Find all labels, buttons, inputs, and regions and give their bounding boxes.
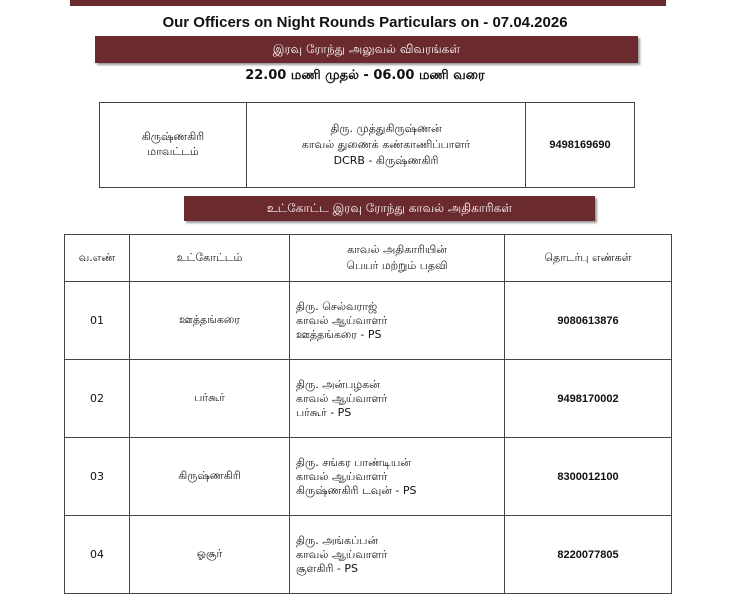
- row-officer: [290, 282, 505, 360]
- row-no: 04: [65, 516, 130, 594]
- row-phone: 8220077805: [505, 516, 672, 594]
- officer-unit: DCRB - கிருஷ்ணகிரி: [333, 154, 439, 167]
- district-cell: [100, 103, 247, 188]
- night-rounds-banner: இரவு ரோந்து அலுவல் விவரங்கள்: [95, 36, 638, 63]
- table-header-row: [65, 235, 672, 282]
- officer-name: திரு. முத்துகிருஷ்ணன்: [330, 122, 442, 135]
- row-officer-designation: காவல் ஆய்வாளர்: [296, 547, 388, 561]
- officer-phone: 9498169690: [526, 103, 635, 188]
- row-subdivision: ஊத்தங்கரை: [130, 282, 290, 360]
- district-label: மாவட்டம்: [147, 145, 199, 158]
- table-row: [65, 516, 672, 594]
- table-row: [65, 360, 672, 438]
- row-no: 03: [65, 438, 130, 516]
- row-officer-station: ஊத்தங்கரை - PS: [296, 327, 382, 341]
- subdivision-banner: உட்கோட்ட இரவு ரோந்து காவல் அதிகாரிகள்: [184, 196, 595, 221]
- row-phone: 8300012100: [505, 438, 672, 516]
- col-header-no: வ.எண்: [65, 235, 130, 282]
- row-officer-station: கிருஷ்ணகிரி டவுன் - PS: [296, 483, 417, 497]
- row-officer-designation: காவல் ஆய்வாளர்: [296, 469, 388, 483]
- row-officer: [290, 438, 505, 516]
- row-no: 01: [65, 282, 130, 360]
- officer-cell: [247, 103, 526, 188]
- col-header-subdivision: உட்கோட்டம்: [130, 235, 290, 282]
- subdivision-table: [64, 234, 672, 594]
- row-officer-name: திரு. சங்கர பாண்டியன்: [296, 455, 411, 469]
- district-officer-table: [99, 102, 635, 188]
- row-officer-designation: காவல் ஆய்வாளர்: [296, 313, 388, 327]
- row-officer-station: சூளகிரி - PS: [296, 561, 358, 575]
- table-row: [65, 282, 672, 360]
- row-subdivision: கிருஷ்ணகிரி: [130, 438, 290, 516]
- officer-designation: காவல் துணைக் கண்காணிப்பாளர்: [301, 138, 471, 151]
- row-subdivision: பர்கூர்: [130, 360, 290, 438]
- col-header-officer-line2: பெயர் மற்றும் பதவி: [346, 259, 448, 272]
- row-officer-name: திரு. செல்வராஜ்: [296, 299, 378, 313]
- row-officer-station: பர்கூர் - PS: [296, 405, 352, 419]
- row-officer-designation: காவல் ஆய்வாளர்: [296, 391, 388, 405]
- col-header-officer-line1: காவல் அதிகாரியின்: [347, 243, 447, 256]
- row-officer: [290, 516, 505, 594]
- timing-text: 22.00 மணி முதல் - 06.00 மணி வரை: [245, 68, 485, 83]
- row-phone: 9080613876: [505, 282, 672, 360]
- district-name: கிருஷ்ணகிரி: [141, 130, 205, 143]
- row-phone: 9498170002: [505, 360, 672, 438]
- row-no: 02: [65, 360, 130, 438]
- district-officer-row: [100, 103, 635, 188]
- col-header-officer: [290, 235, 505, 282]
- table-row: [65, 438, 672, 516]
- col-header-phone: தொடர்பு எண்கள்: [505, 235, 672, 282]
- row-officer: [290, 360, 505, 438]
- top-decorative-bar: [70, 0, 666, 6]
- row-officer-name: திரு. அங்கப்பன்: [296, 533, 379, 547]
- row-officer-name: திரு. அன்பழகன்: [296, 377, 380, 391]
- row-subdivision: ஓசூர்: [130, 516, 290, 594]
- page-title: Our Officers on Night Rounds Particulars on - 07.04.2026: [162, 14, 568, 31]
